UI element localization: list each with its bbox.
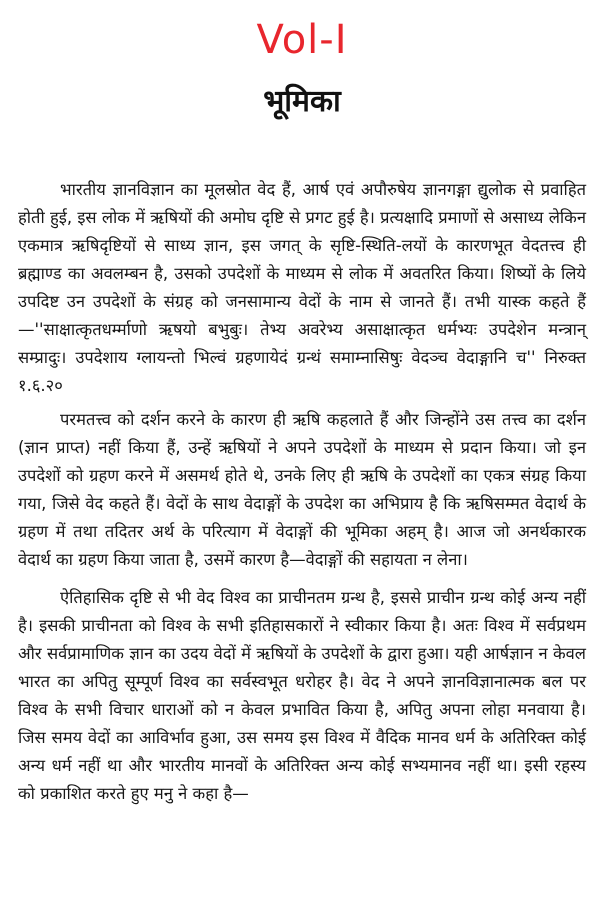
volume-label: Vol-I bbox=[256, 17, 348, 63]
paragraph-3: ऐतिहासिक दृष्टि से भी वेद विश्व का प्राचीनतम ग्रन्थ है, इससे प्राचीन ग्रन्थ कोई अन्य नहीं है। इसकी प्राचीनता को विश्व के सभी इतिहासकारों ने स्वीकार किया है। अतः विश्व में सर्वप्रथम और सर्वप्रामाणिक ज्ञान का उदय वेदों में ऋषियों के उपदेशों के द्वारा हुआ। यही आर्षज्ञान न केवल भारत का अपितु सूम्पूर्ण विश्व का सर्वस्वभूत धरोहर है। वेद ने अपने ज्ञानविज्ञानात्मक बल पर विश्व के सभी विचार धाराओं को न केवल प्रभावित किया है, अपितु अपना लोहा मनवाया है। जिस समय वेदों का आविर्भाव हुआ, उस समय इस विश्व में वैदिक मानव धर्म के अतिरिक्त कोई अन्य धर्म नहीं था और भारतीय मानवों के अतिरिक्त अन्य कोई सभ्यमानव नहीं था। इसी रहस्य को प्रकाशित करते हुए मनु ने कहा है— bbox=[18, 588, 586, 803]
page-title: भूमिका bbox=[263, 84, 341, 119]
paragraph-1: भारतीय ज्ञानविज्ञान का मूलस्रोत वेद हैं, आर्ष एवं अपौरुषेय ज्ञानगङ्गा द्युलोक से प्रवाहित होती हुई, इस लोक में ऋषियों की अमोघ दृष्टि से प्रगट हुई है। प्रत्यक्षादि प्रमाणों से असाध्य लेकिन एकमात्र ऋषिदृष्टियों से साध्य ज्ञान, इस जगत् के सृष्टि-स्थिति-लयों के कारणभूत वेदतत्त्व ही ब्रह्माण्ड का अवलम्बन है, उसको उपदेशों के माध्यम से लोक में अवतरित किया। शिष्यों के लिये उपदिष्ट उन उपदेशों के संग्रह को जनसामान्य वेदों के नाम से जानते हैं। तभी यास्क कहते हैं—''साक्षात्कृतधर्म्माणो ऋषयो बभुबुः। तेभ्य अवरेभ्य असाक्षात्कृत धर्मभ्यः उपदेशेन मन्त्रान् सम्प्रादुः। उपदेशाय ग्लायन्तो भिल्वं ग्रहणायेदं ग्रन्थं समाम्नासिषुः वेदञ्च वेदाङ्गानि च'' निरुक्त १.६.२० bbox=[18, 180, 586, 395]
paragraph-2: परमतत्त्व को दर्शन करने के कारण ही ऋषि कहलाते हैं और जिन्होंने उस तत्त्व का दर्शन (ज्ञान प्राप्त) नहीं किया हैं, उन्हें ऋषियों ने अपने उपदेशों के माध्यम से प्रदान किया। जो इन उपदेशों को ग्रहण करने में असमर्थ होते थे, उनके लिए ही ऋषि के उपदेशों का एकत्र संग्रह किया गया, जिसे वेद कहते हैं। वेदों के साथ वेदाङ्गों के उपदेश का अभिप्राय है कि ऋषिसम्मत वेदार्थ के ग्रहण में तथा तदितर अर्थ के परित्याग में वेदाङ्गों की भूमिका अहम् है। आज जो अनर्थकारक वेदार्थ का ग्रहण किया जाता है, उसमें कारण है—वेदाङ्गों की सहायता न लेना। bbox=[18, 410, 586, 569]
